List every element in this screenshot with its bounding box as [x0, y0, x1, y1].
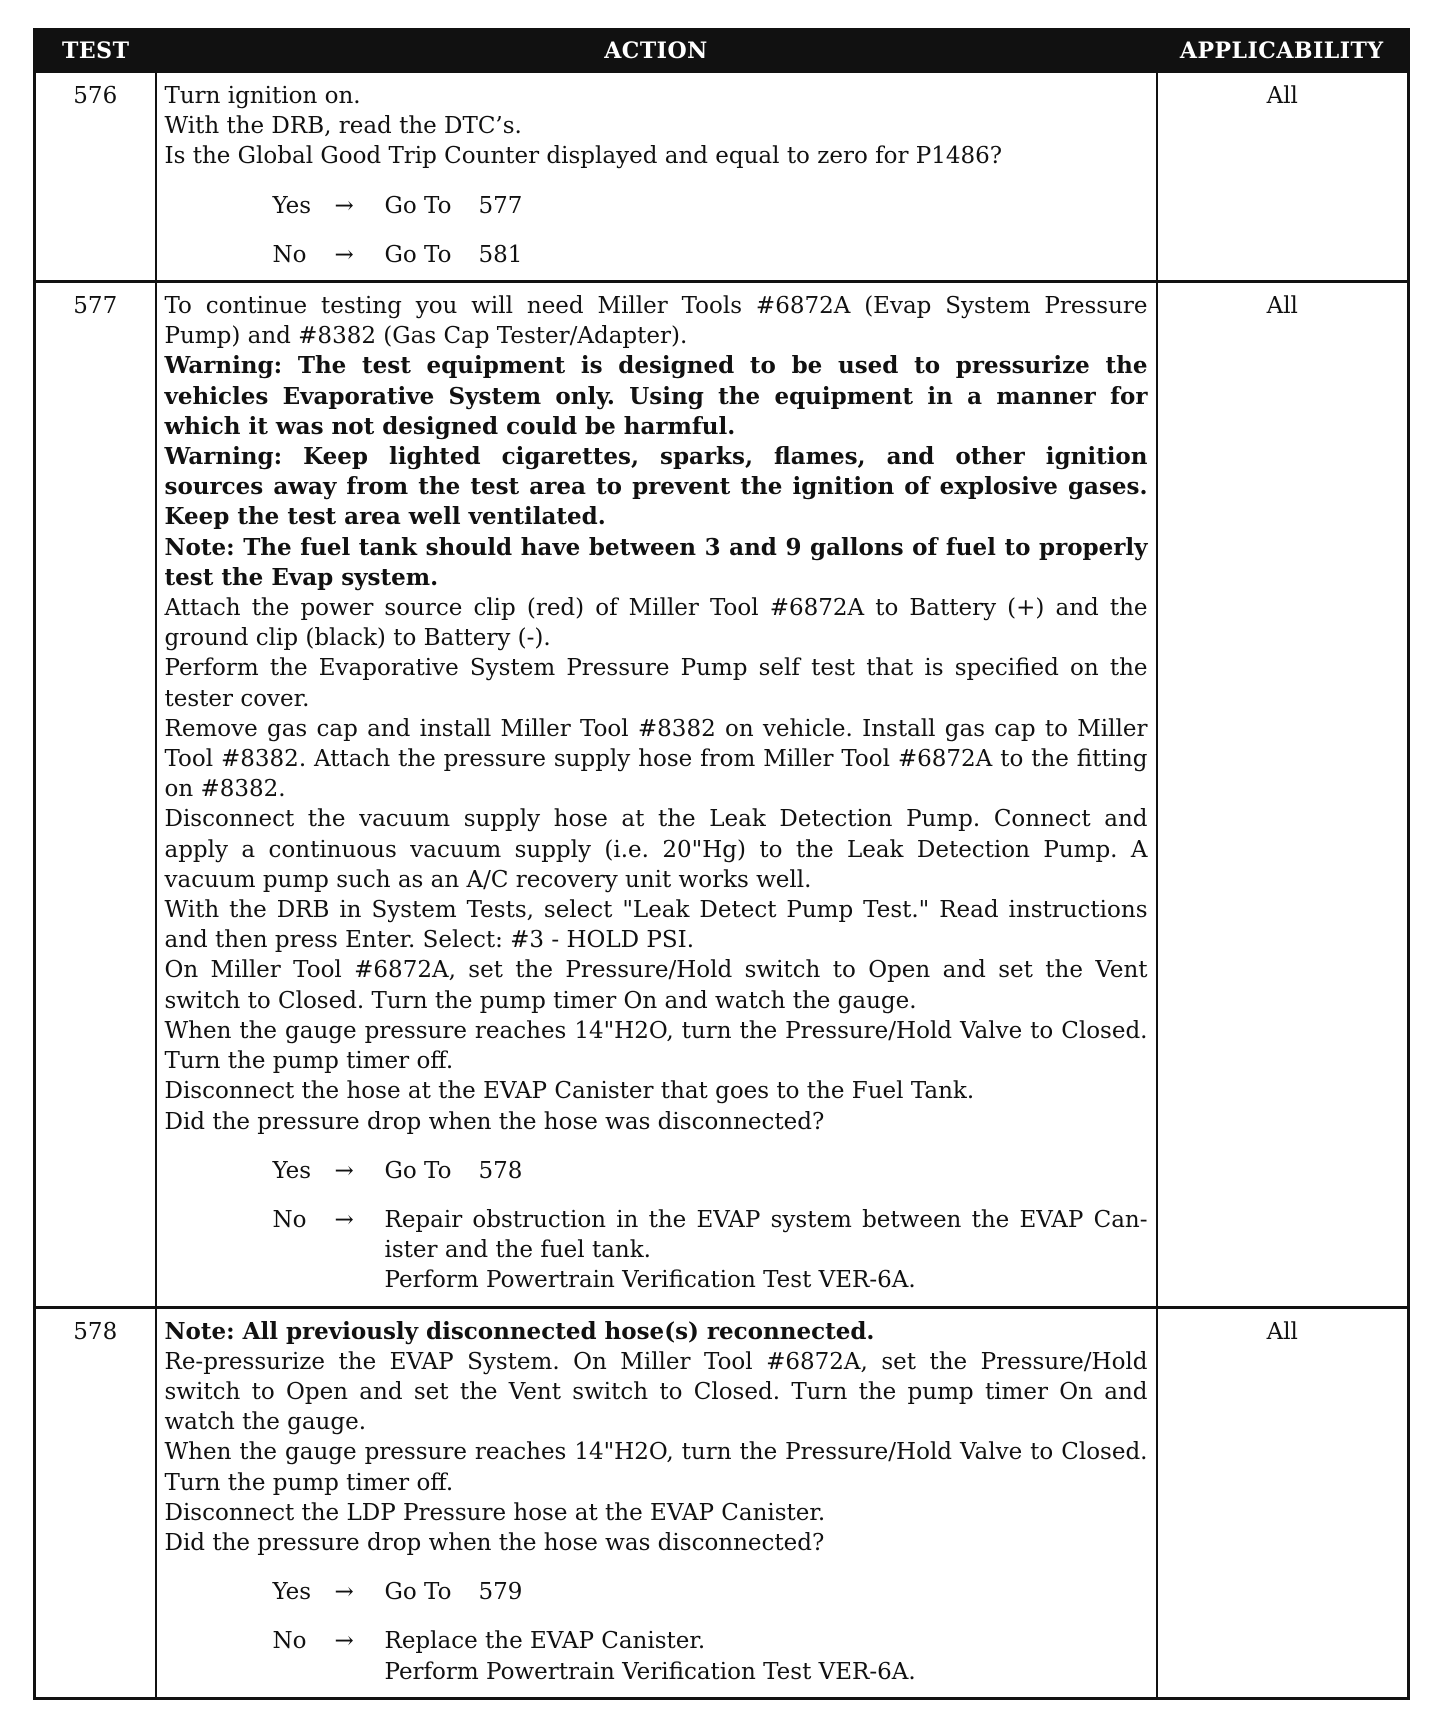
action-line: Remove gas cap and install Miller Tool #8382 on vehicle. Install gas cap to Miller Tool #8382. Attach the pressure supply hose from Miller Tool #6872A to the fitting on #8382.	[164, 715, 1148, 803]
action-line: On Miller Tool #6872A, set the Pressure/Hold switch to Open and set the Vent switch to Closed. Turn the pump timer On and watch the gauge.	[164, 957, 1148, 1014]
no-label: No	[272, 1206, 307, 1233]
action-line: Perform the Evaporative System Pressure Pump self test that is specified on the tester cover.	[164, 655, 1148, 712]
applicability-value: All	[1157, 1307, 1409, 1698]
diagnostic-test-table	[33, 28, 1410, 1700]
no-branch	[273, 1626, 1148, 1686]
action-line: Turn ignition on.	[164, 83, 361, 109]
procedure-page	[33, 28, 1407, 1700]
action-line: Disconnect the LDP Pressure hose at the EVAP Canister.	[164, 1499, 826, 1526]
arrow-icon: →	[334, 192, 354, 219]
branch-result	[385, 1577, 1148, 1607]
action-cell	[156, 72, 1157, 282]
no-branch	[273, 1205, 1148, 1296]
goto-label: Go To	[384, 241, 452, 268]
action-line: Did the pressure drop when the hose was disconnected?	[164, 1529, 825, 1556]
action-cell	[156, 282, 1157, 1308]
goto-target: 577	[478, 192, 523, 219]
no-result-line: Perform Powertrain Verification Test VER-6A.	[384, 1267, 916, 1294]
arrow-icon: →	[334, 1206, 354, 1233]
yes-branch	[273, 1577, 1148, 1607]
action-line: To continue testing you will need Miller Tools #6872A (Evap System Pressure Pump) and #8382 (Gas Cap Tester/Adapter).	[164, 293, 1148, 350]
arrow-icon: →	[334, 1579, 354, 1606]
branch-result	[385, 1205, 1148, 1296]
yes-branch	[273, 1156, 1148, 1186]
action-line: Did the pressure drop when the hose was disconnected?	[164, 1108, 825, 1135]
no-result-line: Replace the EVAP Canister.	[384, 1628, 706, 1655]
no-label: No	[272, 241, 307, 268]
action-line: Is the Global Good Trip Counter displayed and equal to zero for P1486?	[164, 143, 1003, 170]
branch-result	[385, 191, 1148, 221]
action-line: Disconnect the hose at the EVAP Canister that goes to the Fuel Tank.	[164, 1078, 975, 1105]
action-line: With the DRB in System Tests, select "Leak Detect Pump Test." Read instructions and then press Enter. Select: #3 - HOLD PSI.	[164, 897, 1148, 954]
action-line: Re-pressurize the EVAP System. On Miller Tool #6872A, set the Pressure/Hold switch to Open and set the Vent switch to Closed. Turn the pump timer On and watch the gauge.	[164, 1348, 1148, 1436]
table-row-577	[35, 282, 1409, 1308]
arrow-icon: →	[334, 241, 354, 268]
no-label: No	[272, 1628, 307, 1655]
yes-branch	[273, 191, 1148, 221]
no-result-line: Repair obstruction in the EVAP system between the EVAP Can-ister and the fuel tank.	[384, 1206, 1148, 1264]
note-text: Note: All previously disconnected hose(s) reconnected.	[164, 1317, 875, 1345]
action-line: Disconnect the vacuum supply hose at the Leak Detection Pump. Connect and apply a continuous vacuum supply (i.e. 20"Hg) to the Leak Detection Pump. A vacuum pump such as an A/C recovery unit works well.	[164, 806, 1148, 893]
action-line: When the gauge pressure reaches 14"H2O, turn the Pressure/Hold Valve to Closed. Turn the pump timer off.	[164, 1439, 1148, 1496]
arrow-icon: →	[334, 1157, 354, 1184]
goto-target: 578	[478, 1157, 523, 1184]
goto-label: Go To	[384, 1579, 452, 1606]
note-text: Note: The fuel tank should have between 3 and 9 gallons of fuel to properly test the Evap system.	[164, 533, 1148, 591]
yes-label: Yes	[272, 192, 312, 219]
action-cell	[156, 1307, 1157, 1698]
warning-text: Warning: Keep lighted cigarettes, sparks, flames, and other ignition sources away from the test area to prevent the ignition of explosive gases. Keep the test area well ventilated.	[164, 443, 1148, 531]
branch-result	[385, 240, 1148, 270]
table-row-576	[35, 72, 1409, 282]
action-line: When the gauge pressure reaches 14"H2O, turn the Pressure/Hold Valve to Closed. Turn the pump timer off.	[164, 1017, 1148, 1075]
branch-result	[385, 1156, 1148, 1186]
table-header	[35, 30, 1409, 73]
action-line: Attach the power source clip (red) of Miller Tool #6872A to Battery (+) and the ground clip (black) to Battery (-).	[164, 595, 1148, 652]
goto-target: 581	[478, 241, 523, 268]
header-test: TEST	[35, 30, 156, 73]
action-line: With the DRB, read the DTC’s.	[164, 113, 522, 140]
header-action: ACTION	[156, 30, 1157, 73]
arrow-icon: →	[334, 1628, 354, 1655]
branch-result	[385, 1626, 1148, 1686]
table-row-578	[35, 1307, 1409, 1698]
no-branch	[273, 240, 1148, 270]
test-number: 576	[35, 72, 156, 282]
yes-label: Yes	[272, 1579, 312, 1606]
test-number: 577	[35, 282, 156, 1308]
applicability-value: All	[1157, 282, 1409, 1308]
goto-label: Go To	[384, 1157, 452, 1184]
goto-target: 579	[478, 1579, 523, 1606]
warning-text: Warning: The test equipment is designed to be used to pressurize the vehicles Evaporative System only. Using the equipment in a manner for which it was not designed could be harmful.	[164, 352, 1148, 440]
yes-label: Yes	[272, 1157, 312, 1184]
header-applicability: APPLICABILITY	[1157, 30, 1409, 73]
test-number: 578	[35, 1307, 156, 1698]
applicability-value: All	[1157, 72, 1409, 282]
no-result-line: Perform Powertrain Verification Test VER-6A.	[384, 1658, 916, 1685]
goto-label: Go To	[384, 192, 452, 219]
